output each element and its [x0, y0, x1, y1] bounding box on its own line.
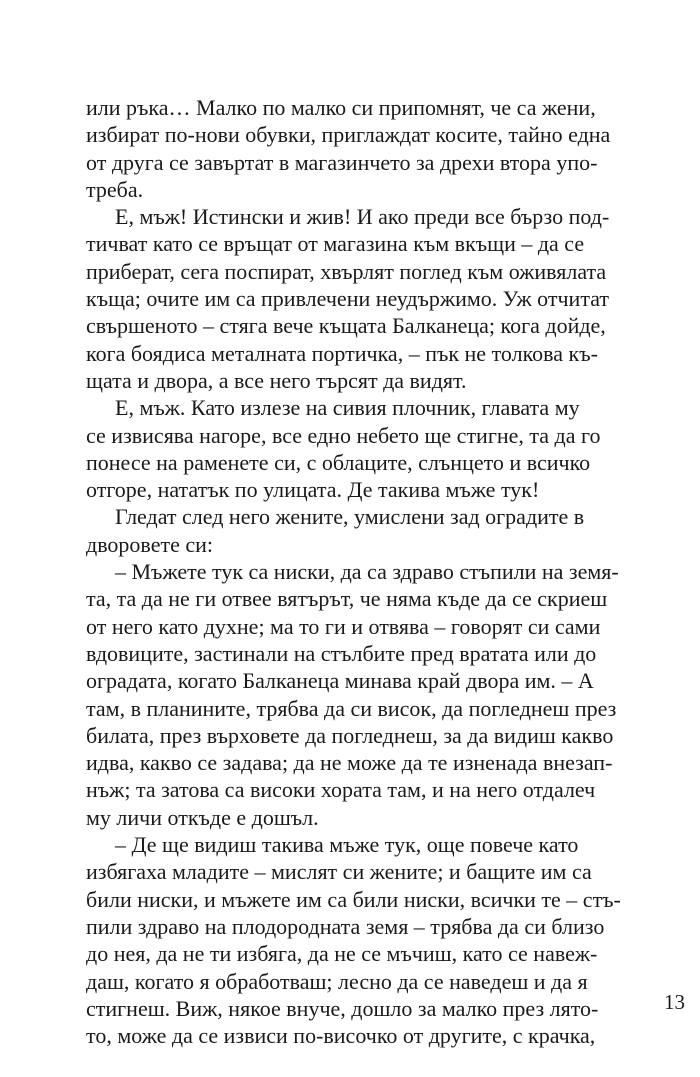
text-line: до нея, да не ти избяга, да не се мъчиш, като се навеж-: [86, 941, 598, 967]
text-line: то, може да се извиси по-височко от другите, с крачка,: [86, 1023, 596, 1049]
body-text: [86, 94, 686, 1049]
text-line: – Мъжете тук са ниски, да са здраво стъпили на земя-: [115, 559, 619, 585]
text-line: от друга се завъртат в магазинчето за дрехи втора упо-: [86, 149, 598, 175]
text-line: – Де ще видиш такива мъже тук, още повече като: [115, 832, 579, 858]
text-line: щата и двора, а все него търсят да видят.: [86, 367, 467, 393]
text-line: та, та да не ги отвее вятърът, че няма къде да се скриеш: [86, 586, 608, 612]
text-line: вдовиците, застинали на стълбите пред вратата или до: [86, 640, 597, 666]
text-line: Е, мъж. Като излезе на сивия плочник, главата му: [115, 395, 580, 421]
text-line: идва, какво се задава; да не може да те изненада внезап-: [86, 750, 613, 776]
text-line: къща; очите им са привлечени неудържимо. Уж отчитат: [86, 286, 610, 312]
text-line: от него като духне; ма то ги и отвява – говорят си сами: [86, 613, 601, 639]
text-line: се извисява нагоре, все едно небето ще стигне, та да го: [86, 422, 601, 448]
text-line: му личи откъде е дошъл.: [86, 804, 319, 830]
text-line: или ръка… Малко по малко си припомнят, че са жени,: [86, 95, 596, 120]
text-line: Е, мъж! Истински и жив! И ако преди все бързо под-: [115, 204, 610, 230]
text-line: били ниски, и мъжете им са били ниски, всички те – стъ-: [86, 886, 621, 912]
text-line: кога боядиса металната портичка, – пък не толкова къ-: [86, 340, 598, 366]
text-line: Гледат след него жените, умислени зад оградите в: [115, 504, 585, 530]
text-line: отгоре, нататък по улицата. Де такива мъже тук!: [86, 477, 540, 503]
text-line: избягаха младите – мислят си жените; и бащите им са: [86, 859, 592, 885]
text-line: понесе на раменете си, с облаците, слънцето и всичко: [86, 449, 591, 475]
text-line: свършеното – стяга вече къщата Балканеца; кога дойде,: [86, 313, 606, 339]
text-line: дворовете си:: [86, 531, 213, 557]
text-line: даш, когато я обработваш; лесно да се наведеш и да я: [86, 968, 588, 994]
text-line: оградата, когато Балканеца минава край двора им. – А: [86, 668, 594, 694]
text-line: там, в планините, трябва да си висок, да погледнеш през: [86, 695, 617, 721]
text-line: тичват като се връщат от магазина към вкъщи – да се: [86, 231, 585, 257]
text-line: билата, през върховете да погледнеш, за да видиш какво: [86, 722, 614, 748]
text-line: избират по-нови обувки, приглаждат косите, тайно една: [86, 122, 611, 148]
text-line: нъж; та затова са високи хората там, и на него отдалеч: [86, 777, 596, 803]
text-line: приберат, сега поспират, хвърлят поглед към оживялата: [86, 258, 607, 284]
text-line: треба.: [86, 176, 144, 202]
page-number: 13: [664, 990, 685, 1014]
text-line: стигнеш. Виж, някое внуче, дошло за малко през лято-: [86, 995, 599, 1021]
text-line: пили здраво на плодородната земя – трябва да си близо: [86, 913, 605, 939]
